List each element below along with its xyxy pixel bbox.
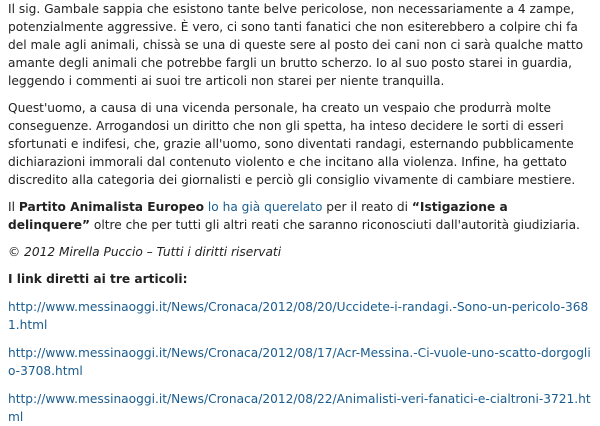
links-heading: I link diretti ai tre articoli: [8,272,188,286]
party-name: Partito Animalista Europeo [18,200,205,214]
copyright-line: © 2012 Mirella Puccio – Tutti i diritti riservati [8,245,282,259]
article-link-1[interactable]: http://www.messinaoggi.it/News/Cronaca/2012/08/20/Uccidete-i-randagi.-Sono-un-pericolo-3681.html [8,300,589,332]
article-link-3[interactable]: http://www.messinaoggi.it/News/Cronaca/2012/08/22/Animalisti-veri-fanatici-e-cialtroni-3721.html [8,392,591,424]
paragraph-consequences: Quest'uomo, a causa di una vicenda personale, ha creato un vespaio che produrrà molte conseguenze. Arrogandosi un diritto che non gli spetta, ha inteso decidere le sorti di esseri sfortunati e indifesi, che, grazie all'uomo, sono diventati randagi, esternando pubblicamente dichiarazioni immorali dal contenuto violento e che incitano alla violenza. Infine, ha gettato discredito alla categoria dei giornalisti e perciò gli consiglio vivamente di cambiare mestiere. [8,101,576,187]
paragraph-warning: Il sig. Gambale sappia che esistono tante belve pericolose, non necessariamente a 4 zampe, potenzialmente aggressive. È vero, ci sono tanti fanatici che non esiterebbero a colpire chi fa del male agli animali, chissà se una di queste sere al posto dei cani non ci sarà qualche matto amante degli animali che potrebbe fargli un brutto scherzo. Io al suo posto starei in guardia, leggendo i commenti ai suoi tre articoli non starei per niente tranquilla. [8,2,584,88]
charge-name: “Istigazione a delinquere” [8,200,508,232]
lawsuit-middle: per il reato di [322,200,412,214]
lawsuit-suffix: oltre che per tutti gli altri reati che saranno riconosciuti dall'autorità giudiziaria. [89,218,580,232]
paragraph-lawsuit [8,198,592,234]
lawsuit-link[interactable]: lo ha già querelato [207,200,323,214]
lawsuit-prefix: Il [8,200,19,214]
article-link-2[interactable]: http://www.messinaoggi.it/News/Cronaca/2012/08/17/Acr-Messina.-Ci-vuole-uno-scatto-dorgoglio-3708.html [8,346,591,378]
